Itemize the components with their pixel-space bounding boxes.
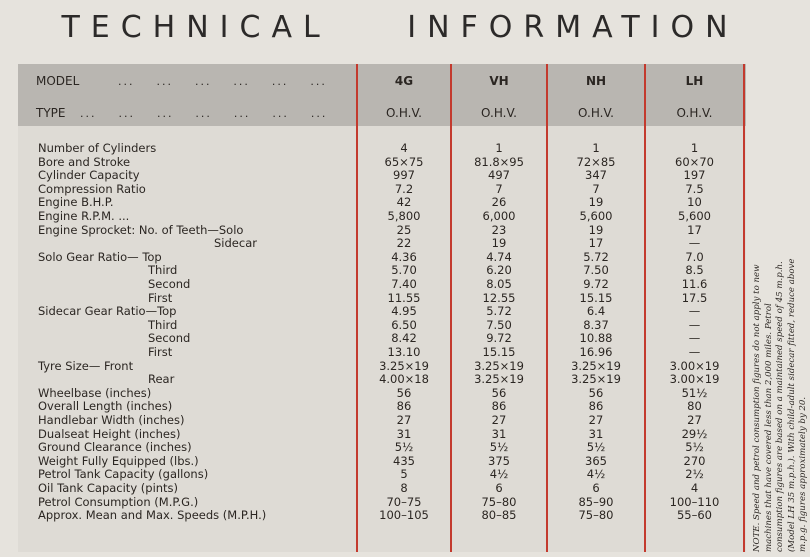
table-cell-nh: 56 <box>588 385 604 400</box>
row-label: First <box>148 290 173 305</box>
table-cell-lh: 8.5 <box>685 263 704 278</box>
row-label: Engine Sprocket: No. of Teeth—Solo <box>38 222 244 237</box>
table-cell-nh: 6 <box>592 481 600 495</box>
table-cell-4g: 8 <box>400 481 408 495</box>
table-cell-lh: — <box>688 345 701 359</box>
row-label: Third <box>148 317 178 332</box>
table-cell-vh: 4½ <box>489 467 509 482</box>
row-label: Engine B.H.P. <box>38 195 114 210</box>
table-cell-vh: 6 <box>495 481 503 495</box>
table-cell-4g: 86 <box>396 399 412 414</box>
table-cell-lh: 17.5 <box>681 290 708 305</box>
row-label: Wheelbase (inches) <box>38 385 152 400</box>
table-cell-vh: 80–85 <box>481 508 517 523</box>
table-cell-4g: 4.36 <box>391 249 417 264</box>
table-cell-nh: 15.15 <box>579 290 613 305</box>
table-cell-lh: 7.0 <box>685 249 704 264</box>
row-label: Oil Tank Capacity (pints) <box>38 481 179 495</box>
table-cell-4g: 5.70 <box>391 263 417 278</box>
table-cell-4g: 65×75 <box>384 154 424 169</box>
table-cell-vh: 375 <box>488 453 510 468</box>
table-cell-lh: 27 <box>687 413 702 427</box>
table-cell-vh: 3.25×19 <box>474 372 524 387</box>
row-label: Rear <box>148 372 175 387</box>
type-value: O.H.V. <box>676 106 713 120</box>
table-cell-lh: 3.00×19 <box>669 358 720 373</box>
table-cell-nh: 17 <box>588 236 604 251</box>
table-cell-4g: 22 <box>396 236 412 251</box>
row-label: Bore and Stroke <box>38 154 131 169</box>
table-cell-vh: 15.15 <box>482 345 516 359</box>
model-label: MODEL <box>36 74 80 88</box>
table-cell-4g: 4.95 <box>391 304 417 319</box>
footnote: NOTE. Speed and petrol consumption figures do not apply to new machines that have covered less than 2,000 miles. Petrol consumption figures are based on a maintained speed of 45 m.p.h. (Model LH 35 m.p.h.). With child-adult sidecar fitted, reduce above m.p.g. figures approximately by 20. <box>752 258 808 552</box>
table-cell-4g: 100–105 <box>379 508 429 523</box>
row-label: Tyre Size— Front <box>38 358 134 373</box>
table-cell-nh: 7 <box>592 181 600 196</box>
table-cell-nh: 7.50 <box>583 263 609 278</box>
table-cell-vh: 81.8×95 <box>474 154 524 169</box>
table-cell-vh: 31 <box>491 426 507 441</box>
table-cell-nh: 5,600 <box>579 209 613 223</box>
table-cell-4g: 997 <box>393 168 415 183</box>
table-cell-nh: 19 <box>588 222 604 237</box>
table-cell-vh: 5.72 <box>486 304 512 319</box>
row-label: Petrol Consumption (M.P.G.) <box>38 494 199 509</box>
table-cell-4g: 7.40 <box>391 277 417 291</box>
table-cell-nh: 9.72 <box>583 277 609 291</box>
table-cell-nh: 1 <box>592 141 600 155</box>
table-cell-4g: 6.50 <box>391 317 417 332</box>
row-label: Handlebar Width (inches) <box>38 413 185 427</box>
table-cell-nh: 19 <box>588 195 604 210</box>
row-label: Engine R.P.M. ... <box>38 209 130 223</box>
table-cell-vh: 19 <box>491 236 507 251</box>
table-cell-lh: 1 <box>690 141 699 155</box>
table-cell-vh: 27 <box>491 413 507 427</box>
table-cell-nh: 86 <box>588 399 604 414</box>
type-label: TYPE <box>36 106 66 120</box>
table-cell-4g: 4.00×18 <box>379 372 429 387</box>
table-cell-vh: 497 <box>488 168 510 183</box>
model-4g: 4G <box>394 74 414 88</box>
table-cell-4g: 70–75 <box>386 494 422 509</box>
row-label: Cylinder Capacity <box>38 168 140 183</box>
table-cell-vh: 4.74 <box>486 249 512 264</box>
row-label: First <box>148 345 173 359</box>
title-word-technical: TECHNICAL <box>61 10 331 45</box>
table-cell-lh: 5,600 <box>678 209 711 223</box>
table-cell-vh: 12.55 <box>482 290 516 305</box>
table-cell-vh: 5½ <box>489 440 509 455</box>
table-cell-lh: 11.6 <box>681 277 708 291</box>
row-label: Second <box>148 331 191 346</box>
table-cell-nh: 10.88 <box>579 331 613 346</box>
table-cell-lh: 80 <box>687 399 702 414</box>
table-cell-vh: 6,000 <box>482 209 516 223</box>
type-value: O.H.V. <box>386 106 422 120</box>
column-divider <box>356 64 358 552</box>
row-label: Sidecar Gear Ratio—Top <box>38 304 177 319</box>
table-cell-lh: 60×70 <box>675 154 714 169</box>
table-cell-lh: — <box>688 317 701 332</box>
table-cell-vh: 23 <box>491 222 507 237</box>
row-label: Number of Cylinders <box>38 141 157 155</box>
table-cell-vh: 6.20 <box>486 263 512 278</box>
table-cell-lh: 10 <box>687 195 702 210</box>
model-lh: LH <box>685 74 704 88</box>
table-cell-lh: — <box>688 236 701 251</box>
table-cell-4g: 5,800 <box>387 209 421 223</box>
table-cell-nh: 3.25×19 <box>571 358 621 373</box>
table-cell-vh: 56 <box>491 385 507 400</box>
table-cell-4g: 5 <box>400 467 408 482</box>
table-cell-lh: 7.5 <box>685 181 704 196</box>
table-cell-lh: 29½ <box>681 426 708 441</box>
table-cell-lh: — <box>688 331 701 346</box>
table-cell-lh: 3.00×19 <box>669 372 720 387</box>
table-cell-lh: 270 <box>683 453 706 468</box>
type-value: O.H.V. <box>578 106 614 120</box>
table-cell-nh: 4½ <box>586 467 606 482</box>
table-cell-vh: 86 <box>491 399 507 414</box>
table-cell-4g: 11.55 <box>387 290 421 305</box>
table-cell-vh: 75–80 <box>481 494 517 509</box>
table-cell-vh: 7.50 <box>486 317 512 332</box>
page-title <box>0 10 800 45</box>
table-cell-lh: 4 <box>690 481 699 495</box>
table-cell-4g: 8.42 <box>391 331 417 346</box>
table-cell-nh: 31 <box>588 426 604 441</box>
row-label: Solo Gear Ratio— Top <box>38 249 162 264</box>
table-cell-vh: 1 <box>495 141 503 155</box>
table-cell-nh: 8.37 <box>583 317 609 332</box>
type-value: O.H.V. <box>481 106 517 120</box>
table-cell-lh: 100–110 <box>669 494 720 509</box>
table-cell-nh: 347 <box>585 168 607 183</box>
table-cell-lh: 197 <box>683 168 706 183</box>
column-divider <box>546 64 548 552</box>
table-cell-4g: 7.2 <box>394 181 414 196</box>
row-label: Sidecar <box>214 236 257 251</box>
table-cell-lh: 55–60 <box>676 508 713 523</box>
table-cell-4g: 27 <box>396 413 412 427</box>
column-divider <box>644 64 646 552</box>
table-cell-4g: 3.25×19 <box>379 358 429 373</box>
model-nh: NH <box>585 74 607 88</box>
row-label: Dualseat Height (inches) <box>38 426 181 441</box>
table-cell-nh: 27 <box>588 413 604 427</box>
leader-dots: ... ... ... ... ... ... <box>118 75 327 88</box>
table-cell-4g: 13.10 <box>387 345 421 359</box>
title-word-information: INFORMATION <box>407 10 739 45</box>
table-cell-lh: 5½ <box>685 440 704 455</box>
row-label: Second <box>148 277 191 291</box>
table-cell-nh: 5.72 <box>583 249 609 264</box>
leader-dots: ... ... ... ... ... ... ... <box>80 107 328 120</box>
column-divider <box>743 64 745 552</box>
row-label: Approx. Mean and Max. Speeds (M.P.H.) <box>38 508 267 523</box>
table-cell-nh: 5½ <box>586 440 606 455</box>
table-cell-vh: 9.72 <box>486 331 512 346</box>
table-cell-4g: 435 <box>393 453 415 468</box>
table-cell-nh: 75–80 <box>578 508 614 523</box>
table-cell-nh: 365 <box>585 453 607 468</box>
row-label: Ground Clearance (inches) <box>38 440 192 455</box>
column-divider <box>450 64 452 552</box>
table-cell-lh: 17 <box>687 222 702 237</box>
table-cell-vh: 8.05 <box>486 277 512 291</box>
table-cell-nh: 16.96 <box>579 345 613 359</box>
table-cell-lh: 2½ <box>685 467 704 482</box>
row-label: Compression Ratio <box>38 181 146 196</box>
table-cell-vh: 26 <box>491 195 507 210</box>
table-cell-4g: 4 <box>400 141 408 155</box>
table-cell-lh: 51½ <box>681 385 708 400</box>
row-label: Weight Fully Equipped (lbs.) <box>38 453 199 468</box>
table-cell-4g: 25 <box>396 222 412 237</box>
table-cell-nh: 3.25×19 <box>571 372 621 387</box>
table-cell-nh: 6.4 <box>586 304 606 319</box>
table-cell-4g: 56 <box>396 385 412 400</box>
model-vh: VH <box>489 74 509 88</box>
table-cell-vh: 7 <box>495 181 503 196</box>
table-cell-4g: 42 <box>396 195 412 210</box>
table-cell-4g: 5½ <box>394 440 414 455</box>
row-label: Third <box>148 263 178 278</box>
table-cell-nh: 72×85 <box>576 154 616 169</box>
row-label: Overall Length (inches) <box>38 399 173 414</box>
table-cell-nh: 85–90 <box>578 494 614 509</box>
table-cell-vh: 3.25×19 <box>474 358 524 373</box>
table-cell-lh: — <box>688 304 701 319</box>
row-label: Petrol Tank Capacity (gallons) <box>38 467 209 482</box>
table-cell-4g: 31 <box>396 426 412 441</box>
